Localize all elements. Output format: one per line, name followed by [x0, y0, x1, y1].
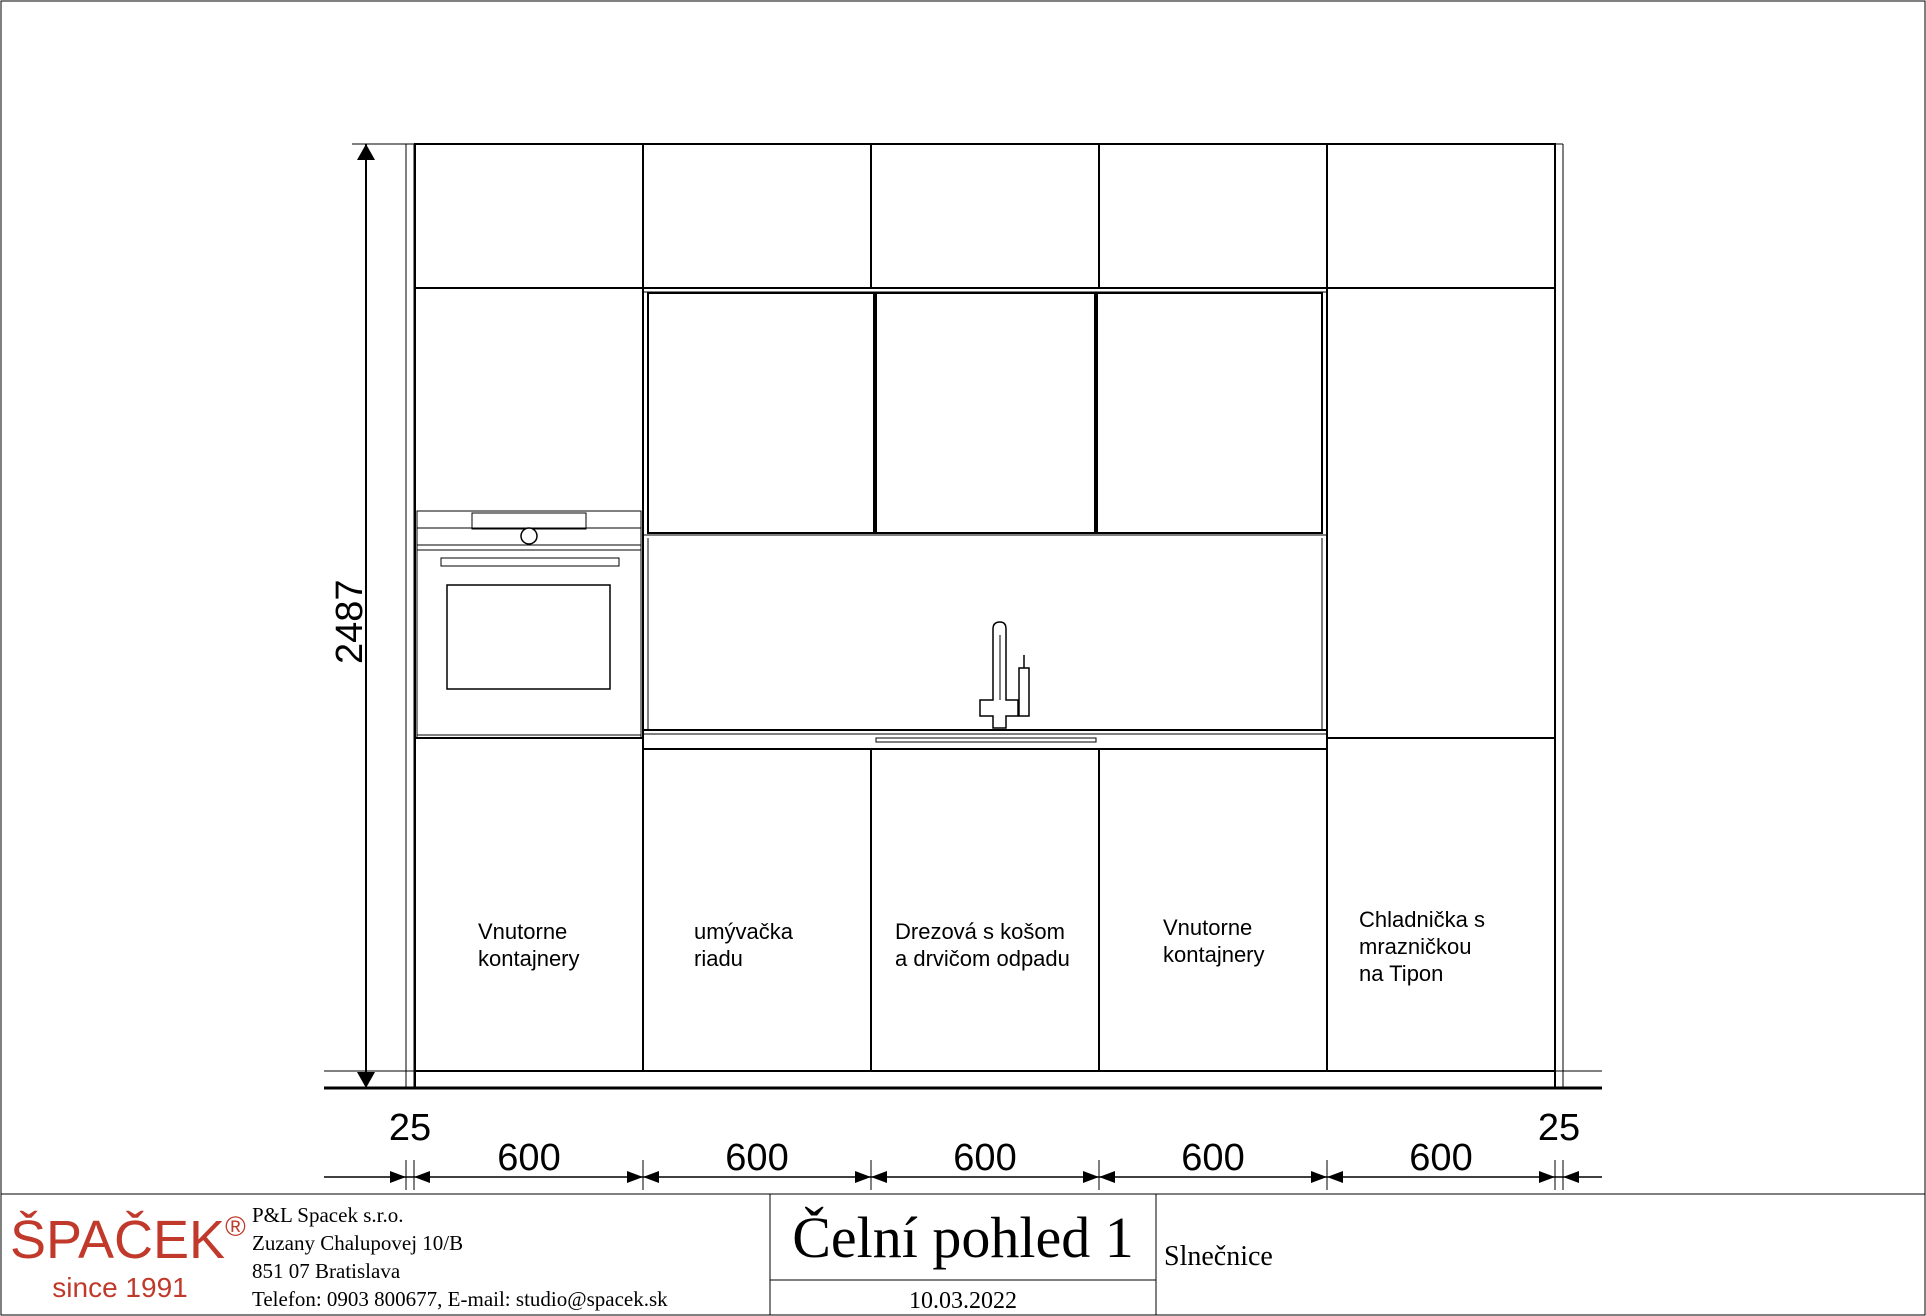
cabinet-label-line: na Tipon — [1359, 961, 1444, 986]
dim-cabinet-2: 600 — [725, 1137, 789, 1179]
height-dimension-label: 2487 — [329, 579, 371, 664]
dim-filler-left: 25 — [388, 1107, 432, 1149]
worktop — [643, 730, 1327, 749]
cabinet-label-line: kontajnery — [1163, 942, 1265, 967]
cabinet-label-line: kontajnery — [478, 946, 580, 971]
dim-cabinet-3: 600 — [953, 1137, 1017, 1179]
logo-text: ŠPAČEK® — [10, 1210, 246, 1270]
cabinet-label-line: riadu — [694, 946, 743, 971]
cabinet-label-line: Chladnička s — [1359, 907, 1485, 932]
cabinet-label-line: a drvičom odpadu — [895, 946, 1070, 971]
cabinet-label-line: umývačka — [694, 919, 794, 944]
cabinet-label-2 — [694, 919, 794, 971]
cabinet-label-4 — [1163, 915, 1265, 967]
wall-cabinets — [643, 292, 1327, 730]
cabinet-label-3 — [895, 919, 1070, 971]
cabinet-label-5 — [1359, 907, 1485, 986]
cabinet-label-line: Drezová s košom — [895, 919, 1065, 944]
title-block — [1, 1194, 1925, 1315]
company-contact: Telefon: 0903 800677, E-mail: studio@spacek.sk — [252, 1287, 668, 1311]
drawing-date: 10.03.2022 — [909, 1288, 1017, 1314]
oven — [417, 511, 641, 738]
drawing-title: Čelní pohled 1 — [792, 1205, 1134, 1270]
company-name: P&L Spacek s.r.o. — [252, 1203, 404, 1227]
cabinet-label-line: Vnutorne — [478, 919, 568, 944]
dim-cabinet-1: 600 — [497, 1137, 561, 1179]
dim-cabinet-5: 600 — [1409, 1137, 1473, 1179]
cabinet-label-line: mrazničkou — [1359, 934, 1472, 959]
company-street: Zuzany Chalupovej 10/B — [252, 1231, 464, 1255]
logo-since: since 1991 — [52, 1272, 188, 1303]
width-dimension — [324, 1107, 1602, 1190]
project-name: Slnečnice — [1164, 1241, 1273, 1272]
dim-filler-right: 25 — [1537, 1107, 1581, 1149]
cabinet-labels — [478, 907, 1485, 986]
top-cabinets — [415, 144, 1555, 288]
faucet — [980, 622, 1029, 728]
sheet-border — [1, 1, 1925, 1315]
cabinet-label-line: Vnutorne — [1163, 915, 1253, 940]
company-city: 851 07 Bratislava — [252, 1259, 401, 1283]
dim-cabinet-4: 600 — [1181, 1137, 1245, 1179]
cabinet-label-1 — [478, 919, 580, 971]
height-dimension — [329, 144, 406, 1088]
